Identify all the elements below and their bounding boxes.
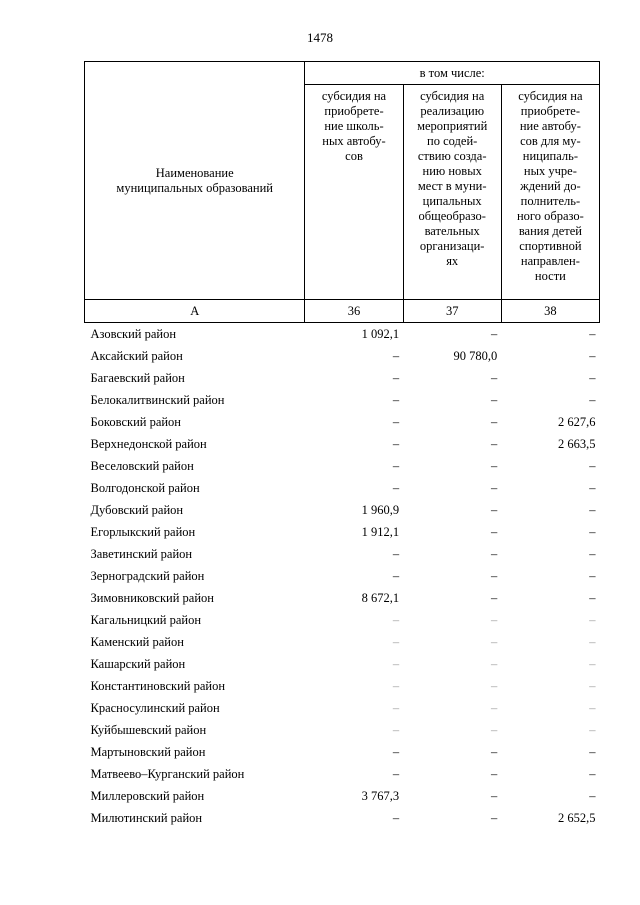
value-cell-38: – — [589, 326, 596, 341]
value-cell-36: – — [392, 480, 400, 495]
column-header-36: субсидия на приобрете- ние школь- ных автобу- сов — [305, 85, 403, 300]
value-cell-38: – — [589, 744, 596, 759]
value-cell-37: – — [491, 568, 498, 583]
value-cell-38: – — [589, 546, 596, 561]
municipality-name: Зимовниковский район — [90, 590, 214, 605]
value-cell-37: – — [491, 766, 498, 781]
value-cell-38: – — [589, 568, 596, 583]
table-body — [85, 323, 600, 830]
table-row — [85, 345, 600, 367]
value-cell-38: – — [589, 348, 596, 363]
value-cell-36: – — [392, 436, 400, 451]
value-cell-36: 3 767,3 — [361, 788, 400, 803]
value-cell-38: – — [589, 370, 596, 385]
value-cell-38: – — [589, 612, 596, 627]
value-cell-38: 2 652,5 — [558, 810, 596, 825]
municipality-name: Аксайский район — [90, 348, 183, 363]
value-cell-37: – — [491, 612, 498, 627]
value-cell-38: – — [589, 634, 596, 649]
municipality-name: Боковский район — [90, 414, 181, 429]
municipality-name: Егорлыкский район — [90, 524, 196, 539]
column-code: 36 — [305, 300, 403, 323]
table-row — [85, 411, 600, 433]
value-cell-37: 90 780,0 — [453, 348, 498, 363]
value-cell-37: – — [491, 370, 498, 385]
value-cell-37: – — [491, 480, 498, 495]
municipality-name: Заветинский район — [90, 546, 193, 561]
municipality-name: Белокалитвинский район — [90, 392, 225, 407]
name-column-header: Наименование муниципальных образований — [85, 62, 305, 300]
value-cell-38: – — [589, 766, 596, 781]
municipality-name: Миллеровский район — [90, 788, 205, 803]
value-cell-37: – — [491, 678, 498, 693]
value-cell-36: – — [392, 392, 400, 407]
municipality-name: Зерноградский район — [90, 568, 205, 583]
value-cell-38: – — [589, 590, 596, 605]
table-row — [85, 763, 600, 785]
value-cell-36: – — [392, 370, 400, 385]
value-cell-37: – — [491, 700, 498, 715]
municipality-name: Каменский район — [90, 634, 184, 649]
table-row — [85, 543, 600, 565]
table-row — [85, 499, 600, 521]
value-cell-38: – — [589, 722, 596, 737]
value-cell-37: – — [491, 458, 498, 473]
value-cell-37: – — [491, 744, 498, 759]
value-cell-38: – — [589, 524, 596, 539]
table-row — [85, 389, 600, 411]
value-cell-37: – — [491, 524, 498, 539]
value-cell-36: – — [392, 722, 400, 737]
subsidy-table — [84, 61, 600, 829]
column-header-38: субсидия на приобрете- ние автобу- сов для му- ниципаль- ных учре- ждений до- полнитель- ного образо- вания детей спортивной направлен- ности — [501, 85, 599, 300]
value-cell-37: – — [491, 326, 498, 341]
municipality-name: Веселовский район — [90, 458, 194, 473]
column-code: 37 — [403, 300, 501, 323]
table-row — [85, 367, 600, 389]
table-row — [85, 587, 600, 609]
table-row — [85, 785, 600, 807]
value-cell-38: – — [589, 678, 596, 693]
table-row — [85, 455, 600, 477]
value-cell-36: – — [392, 348, 400, 363]
value-cell-36: 8 672,1 — [361, 590, 400, 605]
value-cell-37: – — [491, 634, 498, 649]
value-cell-37: – — [491, 810, 498, 825]
value-cell-38: 2 663,5 — [558, 436, 596, 451]
table-row — [85, 807, 600, 829]
value-cell-37: – — [491, 392, 498, 407]
municipality-name: Кашарский район — [90, 656, 186, 671]
table-row — [85, 675, 600, 697]
table-row — [85, 565, 600, 587]
value-cell-37: – — [491, 788, 498, 803]
municipality-name: Красносулинский район — [90, 700, 220, 715]
table-row — [85, 433, 600, 455]
value-cell-36: 1 912,1 — [361, 524, 400, 539]
value-cell-36: – — [392, 700, 400, 715]
municipality-name: Милютинский район — [90, 810, 203, 825]
table-row — [85, 521, 600, 543]
value-cell-36: – — [392, 568, 400, 583]
value-cell-37: – — [491, 436, 498, 451]
value-cell-37: – — [491, 656, 498, 671]
municipality-name: Константиновский район — [90, 678, 226, 693]
value-cell-38: – — [589, 480, 596, 495]
value-cell-36: – — [392, 656, 400, 671]
value-cell-36: – — [392, 678, 400, 693]
column-code: 38 — [501, 300, 599, 323]
table-row — [85, 477, 600, 499]
group-header: в том числе: — [305, 62, 600, 85]
value-cell-38: – — [589, 502, 596, 517]
value-cell-37: – — [491, 502, 498, 517]
value-cell-38: – — [589, 392, 596, 407]
municipality-name: Кагальницкий район — [90, 612, 202, 627]
value-cell-37: – — [491, 590, 498, 605]
table-row — [85, 323, 600, 346]
value-cell-36: – — [392, 744, 400, 759]
value-cell-36: – — [392, 414, 400, 429]
table-row — [85, 697, 600, 719]
municipality-name: Азовский район — [90, 326, 177, 341]
value-cell-37: – — [491, 722, 498, 737]
value-cell-36: – — [392, 458, 400, 473]
column-header-37: субсидия на реализацию мероприятий по содей- ствию созда- нию новых мест в муни- ципальных общеобразо- вательных организаци- ях — [403, 85, 501, 300]
table-row — [85, 609, 600, 631]
value-cell-38: 2 627,6 — [558, 414, 596, 429]
table-row — [85, 653, 600, 675]
table-row — [85, 631, 600, 653]
value-cell-36: 1 960,9 — [361, 502, 400, 517]
page-number: 1478 — [307, 30, 333, 45]
value-cell-37: – — [491, 414, 498, 429]
value-cell-36: – — [392, 634, 400, 649]
municipality-name: Матвеево–Курганский район — [90, 766, 245, 781]
value-cell-38: – — [589, 458, 596, 473]
value-cell-36: – — [392, 546, 400, 561]
value-cell-36: – — [392, 766, 400, 781]
value-cell-37: – — [491, 546, 498, 561]
value-cell-38: – — [589, 700, 596, 715]
table-row — [85, 741, 600, 763]
municipality-name: Волгодонской район — [90, 480, 200, 495]
column-code: А — [85, 300, 305, 323]
municipality-name: Мартыновский район — [90, 744, 206, 759]
municipality-name: Куйбышевский район — [90, 722, 207, 737]
municipality-name: Верхнедонской район — [90, 436, 207, 451]
table-header — [85, 62, 600, 323]
value-cell-38: – — [589, 656, 596, 671]
municipality-name: Багаевский район — [90, 370, 185, 385]
value-cell-38: – — [589, 788, 596, 803]
value-cell-36: – — [392, 810, 400, 825]
value-cell-36: 1 092,1 — [361, 326, 400, 341]
municipality-name: Дубовский район — [90, 502, 184, 517]
table-row — [85, 719, 600, 741]
value-cell-36: – — [392, 612, 400, 627]
